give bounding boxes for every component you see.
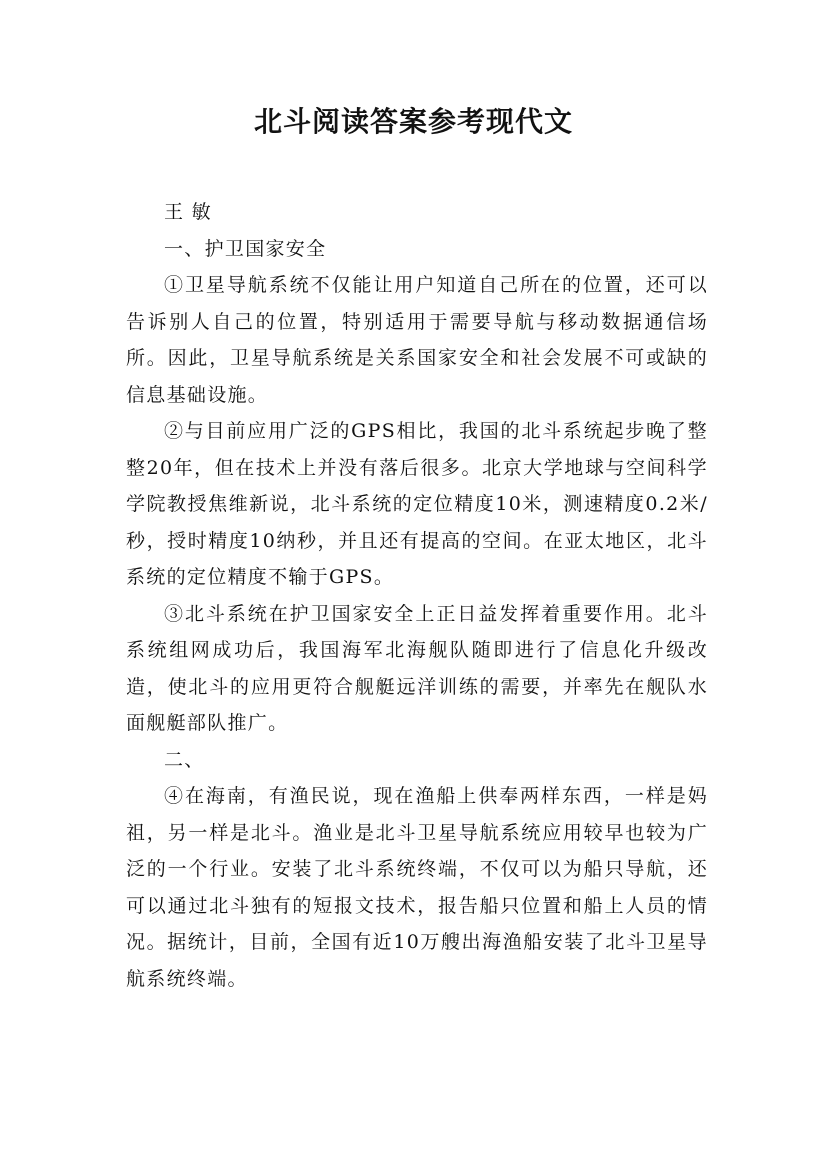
- paragraph-4: ④在海南，有渔民说，现在渔船上供奉两样东西，一样是妈祖，另一样是北斗。渔业是北斗卫星导航系统应用较早也较为广泛的一个行业。安装了北斗系统终端，不仅可以为船只导航，还可以通过北斗独有的短报文技术，报告船只位置和船上人员的情况。据统计，目前，全国有近10万艘出海渔船安装了北斗卫星导航系统终端。: [126, 785, 708, 990]
- author-line: 王 敏: [164, 201, 212, 223]
- document-title: 北斗阅读答案参考现代文: [253, 105, 573, 138]
- section-heading-1: 一、护卫国家安全: [164, 237, 327, 260]
- paragraph-1: ①卫星导航系统不仅能让用户知道自己所在的位置，还可以告诉别人自己的位置，特别适用于需要导航与移动数据通信场所。因此，卫星导航系统是关系国家安全和社会发展不可或缺的信息基础设施。: [126, 274, 708, 406]
- paragraph-3: ③北斗系统在护卫国家安全上正日益发挥着重要作用。北斗系统组网成功后，我国海军北海舰队随即进行了信息化升级改造，使北斗的应用更符合舰艇远洋训练的需要，并率先在舰队水面舰艇部队推广。: [126, 602, 708, 734]
- paragraph-2: ②与目前应用广泛的GPS相比，我国的北斗系统起步晚了整整20年，但在技术上并没有落后很多。北京大学地球与空间科学学院教授焦维新说，北斗系统的定位精度10米，测速精度0.2米/秒，授时精度10纳秒，并且还有提高的空间。在亚太地区，北斗系统的定位精度不输于GPS。: [126, 420, 708, 588]
- section-heading-2: 二、: [164, 748, 205, 771]
- document-body: [126, 194, 708, 997]
